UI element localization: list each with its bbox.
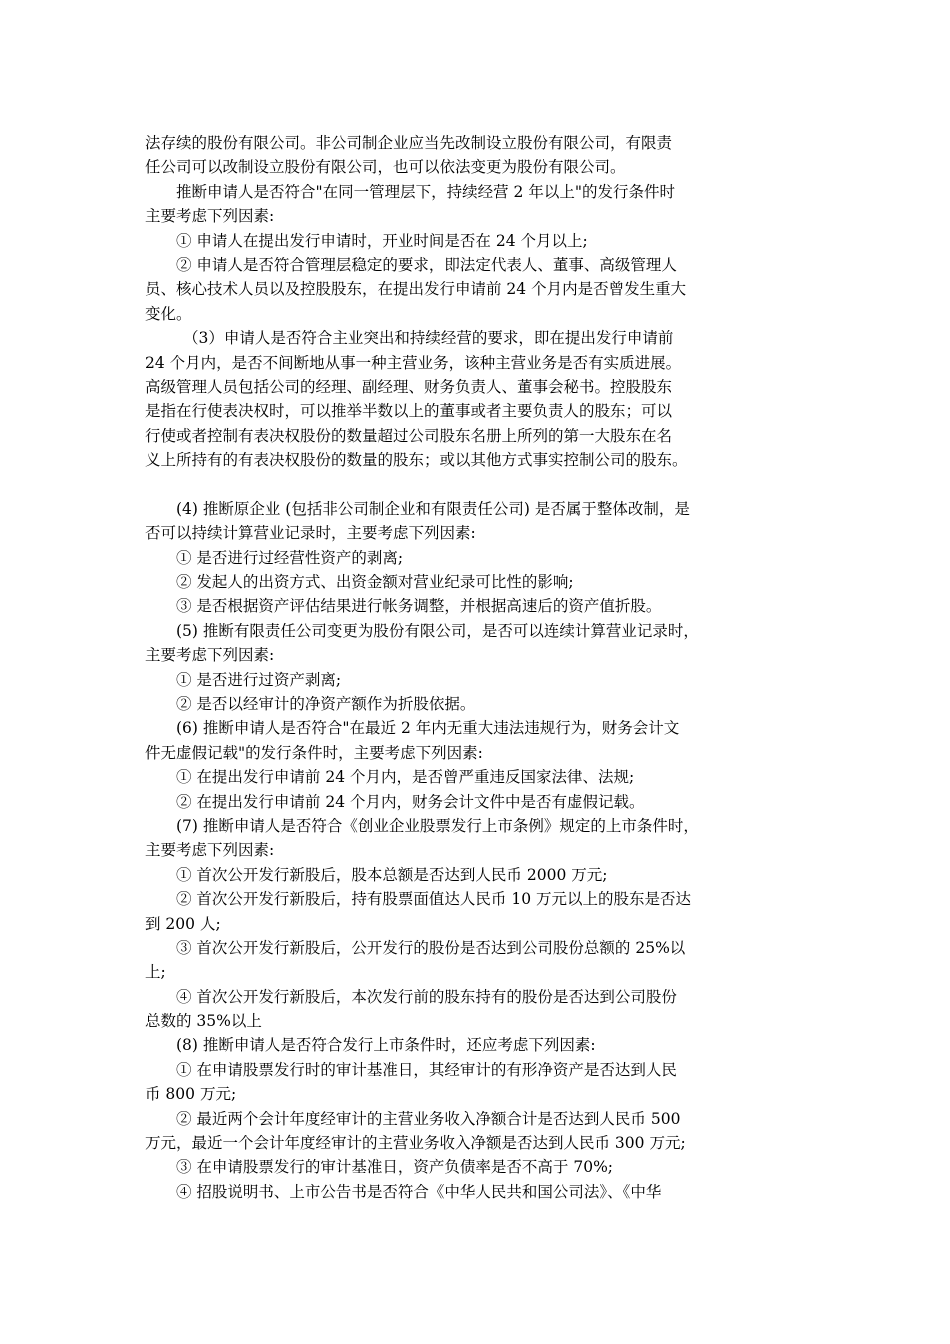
text-line: 总数的 35%以上 bbox=[145, 1012, 262, 1031]
text-line: ② 是否以经审计的净资产额作为折股依据。 bbox=[176, 694, 476, 713]
text-line: (8) 推断申请人是否符合发行上市条件时，还应考虑下列因素: bbox=[176, 1036, 596, 1055]
text-line: 主要考虑下列因素: bbox=[145, 646, 275, 665]
text-line: 推断申请人是否符合"在同一管理层下，持续经营 2 年以上"的发行条件时 bbox=[176, 182, 675, 201]
text-line: 员、核心技术人员以及控股股东，在提出发行申请前 24 个月内是否曾发生重大 bbox=[145, 280, 687, 299]
text-line: ③ 在申请股票发行的审计基准日，资产负债率是否不高于 70%; bbox=[176, 1158, 614, 1177]
text-line: 币 800 万元; bbox=[145, 1085, 237, 1104]
text-line: (7) 推断申请人是否符合《创业企业股票发行上市条例》规定的上市条件时， bbox=[176, 816, 699, 835]
text-line: ② 首次公开发行新股后，持有股票面值达人民币 10 万元以上的股东是否达 bbox=[176, 890, 692, 909]
text-line: 法存续的股份有限公司。非公司制企业应当先改制设立股份有限公司，有限责 bbox=[145, 134, 673, 152]
text-line: （3）申请人是否符合主业突出和持续经营的要求，即在提出发行申请前 bbox=[183, 329, 674, 348]
text-line: 主要考虑下列因素: bbox=[145, 207, 275, 226]
text-line: ① 在申请股票发行时的审计基准日，其经审计的有形净资产是否达到人民 bbox=[176, 1060, 677, 1079]
text-line: ① 是否进行过资产剥离; bbox=[176, 670, 342, 689]
text-line: ② 最近两个会计年度经审计的主营业务收入净额合计是否达到人民币 500 bbox=[176, 1109, 681, 1128]
text-line: ④ 首次公开发行新股后，本次发行前的股东持有的股份是否达到公司股份 bbox=[176, 987, 677, 1006]
text-line: ④ 招股说明书、上市公告书是否符合《中华人民共和国公司法》、《中华 bbox=[176, 1182, 662, 1201]
text-line: (5) 推断有限责任公司变更为股份有限公司，是否可以连续计算营业记录时， bbox=[176, 621, 699, 640]
text-line: (6) 推断申请人是否符合"在最近 2 年内无重大违法违规行为，财务会计文 bbox=[176, 719, 680, 738]
text-line: 行使或者控制有表决权股份的数量超过公司股东名册上所列的第一大股东在名 bbox=[145, 426, 673, 445]
text-line: ③ 首次公开发行新股后，公开发行的股份是否达到公司股份总额的 25%以 bbox=[176, 938, 686, 957]
text-line: ② 申请人是否符合管理层稳定的要求，即法定代表人、董事、高级管理人 bbox=[176, 255, 677, 274]
text-line: 24 个月内，是否不间断地从事一种主营业务，该种主营业务是否有实质进展。 bbox=[145, 353, 682, 372]
text-line: 任公司可以改制设立股份有限公司，也可以依法变更为股份有限公司。 bbox=[145, 158, 626, 177]
text-line: ① 申请人在提出发行申请时，开业时间是否在 24 个月以上; bbox=[176, 231, 588, 250]
text-line: ③ 是否根据资产评估结果进行帐务调整，并根据高速后的资产值折股。 bbox=[176, 597, 662, 616]
text-line: 件无虚假记载"的发行条件时，主要考虑下列因素: bbox=[145, 743, 483, 762]
text-line: 主要考虑下列因素: bbox=[145, 841, 275, 860]
text-line: ① 首次公开发行新股后，股本总额是否达到人民币 2000 万元; bbox=[176, 865, 608, 884]
text-line: ① 是否进行过经营性资产的剥离; bbox=[176, 548, 404, 567]
text-line: 到 200 人; bbox=[145, 914, 221, 933]
text-line: ② 发起人的出资方式、出资金额对营业纪录可比性的影响; bbox=[176, 573, 574, 592]
text-line: ② 在提出发行申请前 24 个月内，财务会计文件中是否有虚假记载。 bbox=[176, 792, 645, 811]
text-line: (4) 推断原企业 (包括非公司制企业和有限责任公司) 是否属于整体改制，是 bbox=[176, 499, 690, 518]
text-line: 高级管理人员包括公司的经理、副经理、财务负责人、董事会秘书。控股股东 bbox=[145, 377, 673, 396]
text-line: 万元，最近一个会计年度经审计的主营业务收入净额是否达到人民币 300 万元; bbox=[145, 1134, 686, 1153]
paragraph-gap bbox=[145, 472, 815, 496]
text-line: 否可以持续计算营业记录时，主要考虑下列因素: bbox=[145, 524, 476, 543]
document-body bbox=[145, 131, 815, 1204]
text-line: 上; bbox=[145, 963, 166, 982]
text-line: ① 在提出发行申请前 24 个月内，是否曾严重违反国家法律、法规; bbox=[176, 768, 635, 787]
text-line: 义上所持有的有表决权股份的数量的股东；或以其他方式事实控制公司的股东。 bbox=[145, 451, 688, 470]
text-line: 变化。 bbox=[145, 304, 192, 323]
text-line: 是指在行使表决权时，可以推举半数以上的董事或者主要负责人的股东；可以 bbox=[145, 402, 673, 421]
